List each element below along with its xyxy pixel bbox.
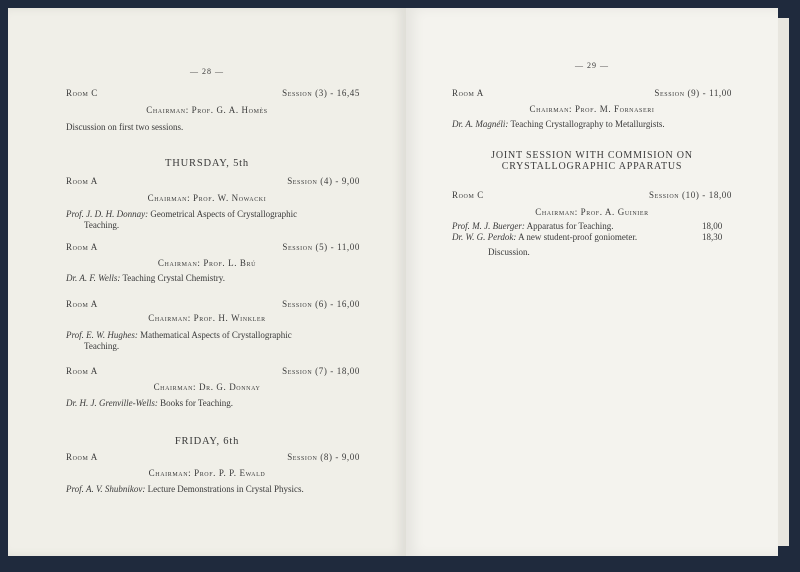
session-label: Session (7) - 18,00 [282,366,360,376]
chairman-line: Chairman: Prof. A. Guinier [535,207,649,217]
talk-title: Lecture Demonstrations in Crystal Physics. [147,484,304,494]
author-name: Prof. J. D. H. Donnay: [66,209,149,219]
talk-title-continued: Teaching. [84,341,120,351]
author-name: Dr. A. F. Wells: [66,273,121,283]
session-label: Session (10) - 18,00 [649,190,732,200]
entry-text: Discussion on first two sessions. [66,122,184,132]
room-label: Room A [66,176,98,186]
chairman-line: Chairman: Prof. G. A. Homès [146,105,268,115]
talk-title: A new student-proof goniometer. [518,232,638,242]
chairman-line: Chairman: Prof. M. Fornaseri [529,104,655,114]
author-name: Dr. W. G. Perdok: [452,232,517,242]
chairman-line: Chairman: Prof. W. Nowacki [147,193,267,203]
author-name: Prof. M. J. Buerger: [452,221,525,231]
session-label: Session (4) - 9,00 [287,176,360,186]
talk-time: 18,00 [702,221,723,231]
author-name: Prof. A. V. Shubnikov: [66,484,146,494]
author-name: Prof. E. W. Hughes: [66,330,138,340]
chairman-line: Chairman: Prof. L. Brú [157,258,257,268]
book-spread [8,8,792,564]
session-label: Session (9) - 11,00 [654,88,732,98]
discussion-line: Discussion. [488,247,530,257]
session-label: Session (6) - 16,00 [282,299,360,309]
talk-title: Apparatus for Teaching. [526,221,614,231]
talk-title: Mathematical Aspects of Crystallographic [140,330,292,340]
chairman-line: Chairman: Prof. H. Winkler [148,313,266,323]
joint-session-heading: JOINT SESSION WITH COMMISION ON [491,150,693,161]
session-label: Session (8) - 9,00 [287,452,360,462]
day-heading: FRIDAY, 6th [174,436,240,447]
talk-title: Teaching Crystallography to Metallurgists. [510,119,665,129]
talk-title-continued: Teaching. [84,220,120,230]
room-label: Room A [66,242,98,252]
chairman-line: Chairman: Dr. G. Donnay [153,382,261,392]
session-label: Session (3) - 16,45 [282,88,360,98]
room-label: Room A [66,452,98,462]
room-label: Room C [66,88,98,98]
day-heading: THURSDAY, 5th [165,158,249,169]
right-page [406,8,778,556]
session-label: Session (5) - 11,00 [282,242,360,252]
room-label: Room A [452,88,484,98]
joint-session-heading: CRYSTALLOGRAPHIC APPARATUS [501,161,683,172]
talk-title: Teaching Crystal Chemistry. [122,273,225,283]
author-name: Dr. A. Magnéli: [452,119,509,129]
page-number: — 29 — [575,61,609,70]
talk-time: 18,30 [702,232,723,242]
talk-title: Books for Teaching. [160,398,234,408]
talk-title: Geometrical Aspects of Crystallographic [150,209,298,219]
room-label: Room C [452,190,484,200]
room-label: Room A [66,299,98,309]
author-name: Dr. H. J. Grenville-Wells: [66,398,158,408]
room-label: Room A [66,366,98,376]
chairman-line: Chairman: Prof. P. P. Ewald [148,468,266,478]
page-number: — 28 — [190,67,224,76]
left-page [8,8,407,556]
